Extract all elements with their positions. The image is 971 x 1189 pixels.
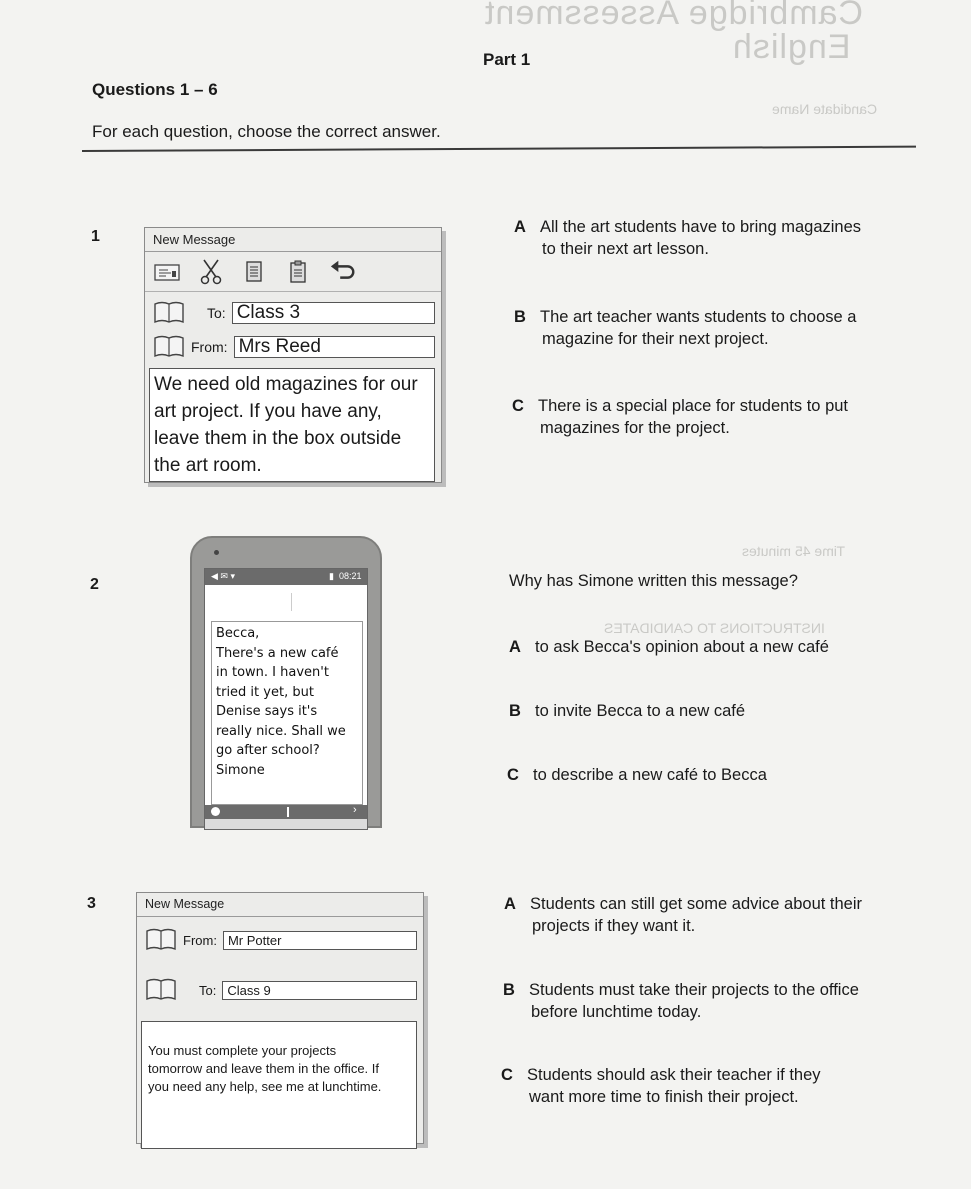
q3-from-row bbox=[137, 923, 423, 957]
q1-message-window bbox=[144, 227, 442, 483]
copy-icon bbox=[241, 258, 269, 286]
q3-from-field: Mr Potter bbox=[223, 931, 417, 950]
part-title: Part 1 bbox=[483, 50, 531, 69]
option-letter: C bbox=[507, 766, 519, 784]
q3-to-field: Class 9 bbox=[222, 981, 417, 1000]
ghost-time: Time 45 minutes bbox=[742, 543, 845, 559]
q1-option-b[interactable] bbox=[514, 306, 914, 350]
option-text-cont: projects if they want it. bbox=[532, 917, 696, 935]
address-book-icon bbox=[153, 335, 185, 359]
question-number-2: 2 bbox=[90, 576, 99, 593]
q2-option-a[interactable] bbox=[509, 636, 829, 658]
q1-body-line: the art room. bbox=[154, 455, 262, 476]
q1-body-line: art project. If you have any, bbox=[154, 401, 382, 422]
address-book-icon bbox=[153, 301, 185, 325]
option-text: to ask Becca's opinion about a new café bbox=[535, 638, 829, 656]
questions-title: Questions 1 – 6 bbox=[92, 80, 218, 99]
phone-message-line: tried it yet, but bbox=[216, 684, 314, 700]
battery-icon: ▮ bbox=[329, 571, 334, 581]
q3-message-body bbox=[141, 1021, 417, 1149]
q1-body-line: leave them in the box outside bbox=[154, 428, 402, 449]
q1-message-body bbox=[149, 368, 435, 482]
ghost-brand-line1: Cambridge Assessment bbox=[484, 0, 864, 32]
q1-window-title: New Message bbox=[145, 228, 441, 252]
q1-to-field: Class 3 bbox=[232, 302, 435, 324]
ghost-instructions: INSTRUCTIONS TO CANDIDATES bbox=[604, 620, 825, 636]
option-text: The art teacher wants students to choose a bbox=[540, 308, 857, 326]
address-book-icon bbox=[145, 978, 177, 1002]
phone-message-line: Becca, bbox=[216, 626, 260, 641]
q2-question: Why has Simone written this message? bbox=[509, 572, 798, 590]
q3-option-c[interactable] bbox=[501, 1064, 911, 1108]
ghost-brand-line2: English bbox=[732, 28, 851, 66]
option-text-cont: to their next art lesson. bbox=[542, 240, 709, 258]
q2-option-b[interactable] bbox=[509, 700, 745, 722]
option-letter: B bbox=[503, 981, 515, 999]
option-text: Students should ask their teacher if they bbox=[527, 1066, 821, 1084]
option-text: Students must take their projects to the office bbox=[529, 981, 859, 999]
option-text: There is a special place for students to put bbox=[538, 397, 849, 415]
signal-icons: ◀ ✉ ▾ bbox=[211, 571, 235, 581]
question-number-3: 3 bbox=[87, 895, 96, 912]
q1-from-field: Mrs Reed bbox=[234, 336, 435, 358]
option-text-cont: magazine for their next project. bbox=[542, 330, 769, 348]
phone-message-line: There's a new café bbox=[216, 645, 339, 661]
phone-camera-dot bbox=[214, 550, 219, 555]
option-text-cont: before lunchtime today. bbox=[531, 1003, 702, 1021]
option-text-cont: magazines for the project. bbox=[540, 419, 730, 437]
nav-divider bbox=[287, 807, 289, 817]
q1-toolbar bbox=[145, 252, 441, 292]
q3-option-a[interactable] bbox=[504, 893, 914, 937]
q3-window-title: New Message bbox=[137, 893, 423, 917]
q1-to-label: To: bbox=[207, 305, 226, 321]
q3-from-label: From: bbox=[183, 932, 217, 948]
question-number-1: 1 bbox=[91, 228, 100, 245]
option-text-cont: want more time to finish their project. bbox=[529, 1088, 799, 1106]
option-text: to invite Becca to a new café bbox=[535, 702, 746, 720]
option-text: Students can still get some advice about their bbox=[530, 895, 863, 913]
q3-to-row bbox=[137, 973, 423, 1007]
option-letter: C bbox=[512, 397, 524, 415]
phone bbox=[190, 536, 382, 828]
header-divider bbox=[82, 146, 916, 152]
option-text: All the art students have to bring magazines bbox=[540, 218, 862, 236]
send-icon: › bbox=[353, 804, 357, 816]
scissors-icon bbox=[197, 258, 225, 286]
phone-message bbox=[211, 621, 363, 805]
phone-message-line: really nice. Shall we bbox=[216, 723, 346, 739]
q2-option-c[interactable] bbox=[507, 764, 767, 786]
q1-from-row bbox=[145, 330, 441, 364]
phone-header-divider bbox=[291, 593, 292, 611]
q3-body-line: you need any help, see me at lunchtime. bbox=[148, 1079, 382, 1094]
q3-body-line: You must complete your projects bbox=[148, 1043, 337, 1058]
option-letter: C bbox=[501, 1066, 513, 1084]
option-letter: B bbox=[514, 308, 526, 326]
phone-nav-bar bbox=[205, 805, 367, 819]
q1-option-c[interactable] bbox=[512, 395, 912, 439]
option-letter: A bbox=[504, 895, 516, 913]
camera-icon bbox=[211, 807, 220, 816]
phone-message-line: Denise says it's bbox=[216, 704, 318, 719]
instruction-text: For each question, choose the correct answer. bbox=[92, 122, 441, 141]
q3-message-window bbox=[136, 892, 424, 1144]
q1-option-a[interactable] bbox=[514, 216, 914, 260]
q1-to-row bbox=[145, 296, 441, 330]
phone-status-bar bbox=[205, 569, 367, 585]
option-letter: B bbox=[509, 702, 521, 720]
phone-keyboard bbox=[205, 819, 367, 829]
option-text: to describe a new café to Becca bbox=[533, 766, 767, 784]
q1-from-label: From: bbox=[191, 339, 228, 355]
phone-screen bbox=[204, 568, 368, 830]
paste-icon bbox=[285, 258, 313, 286]
q3-option-b[interactable] bbox=[503, 979, 913, 1023]
status-time: 08:21 bbox=[339, 571, 362, 581]
ghost-candidate-name: Candidate Name bbox=[772, 101, 878, 117]
address-book-icon bbox=[145, 928, 177, 952]
phone-message-line: in town. I haven't bbox=[216, 665, 329, 680]
inbox-icon bbox=[153, 258, 181, 286]
q1-body-line: We need old magazines for our bbox=[154, 374, 418, 395]
phone-message-line: go after school? bbox=[216, 743, 320, 758]
undo-icon bbox=[329, 258, 357, 286]
q3-body-line: tomorrow and leave them in the office. If bbox=[148, 1061, 379, 1076]
option-letter: A bbox=[514, 218, 526, 236]
phone-message-line: Simone bbox=[216, 762, 265, 778]
option-letter: A bbox=[509, 638, 521, 656]
q3-to-label: To: bbox=[199, 982, 217, 998]
